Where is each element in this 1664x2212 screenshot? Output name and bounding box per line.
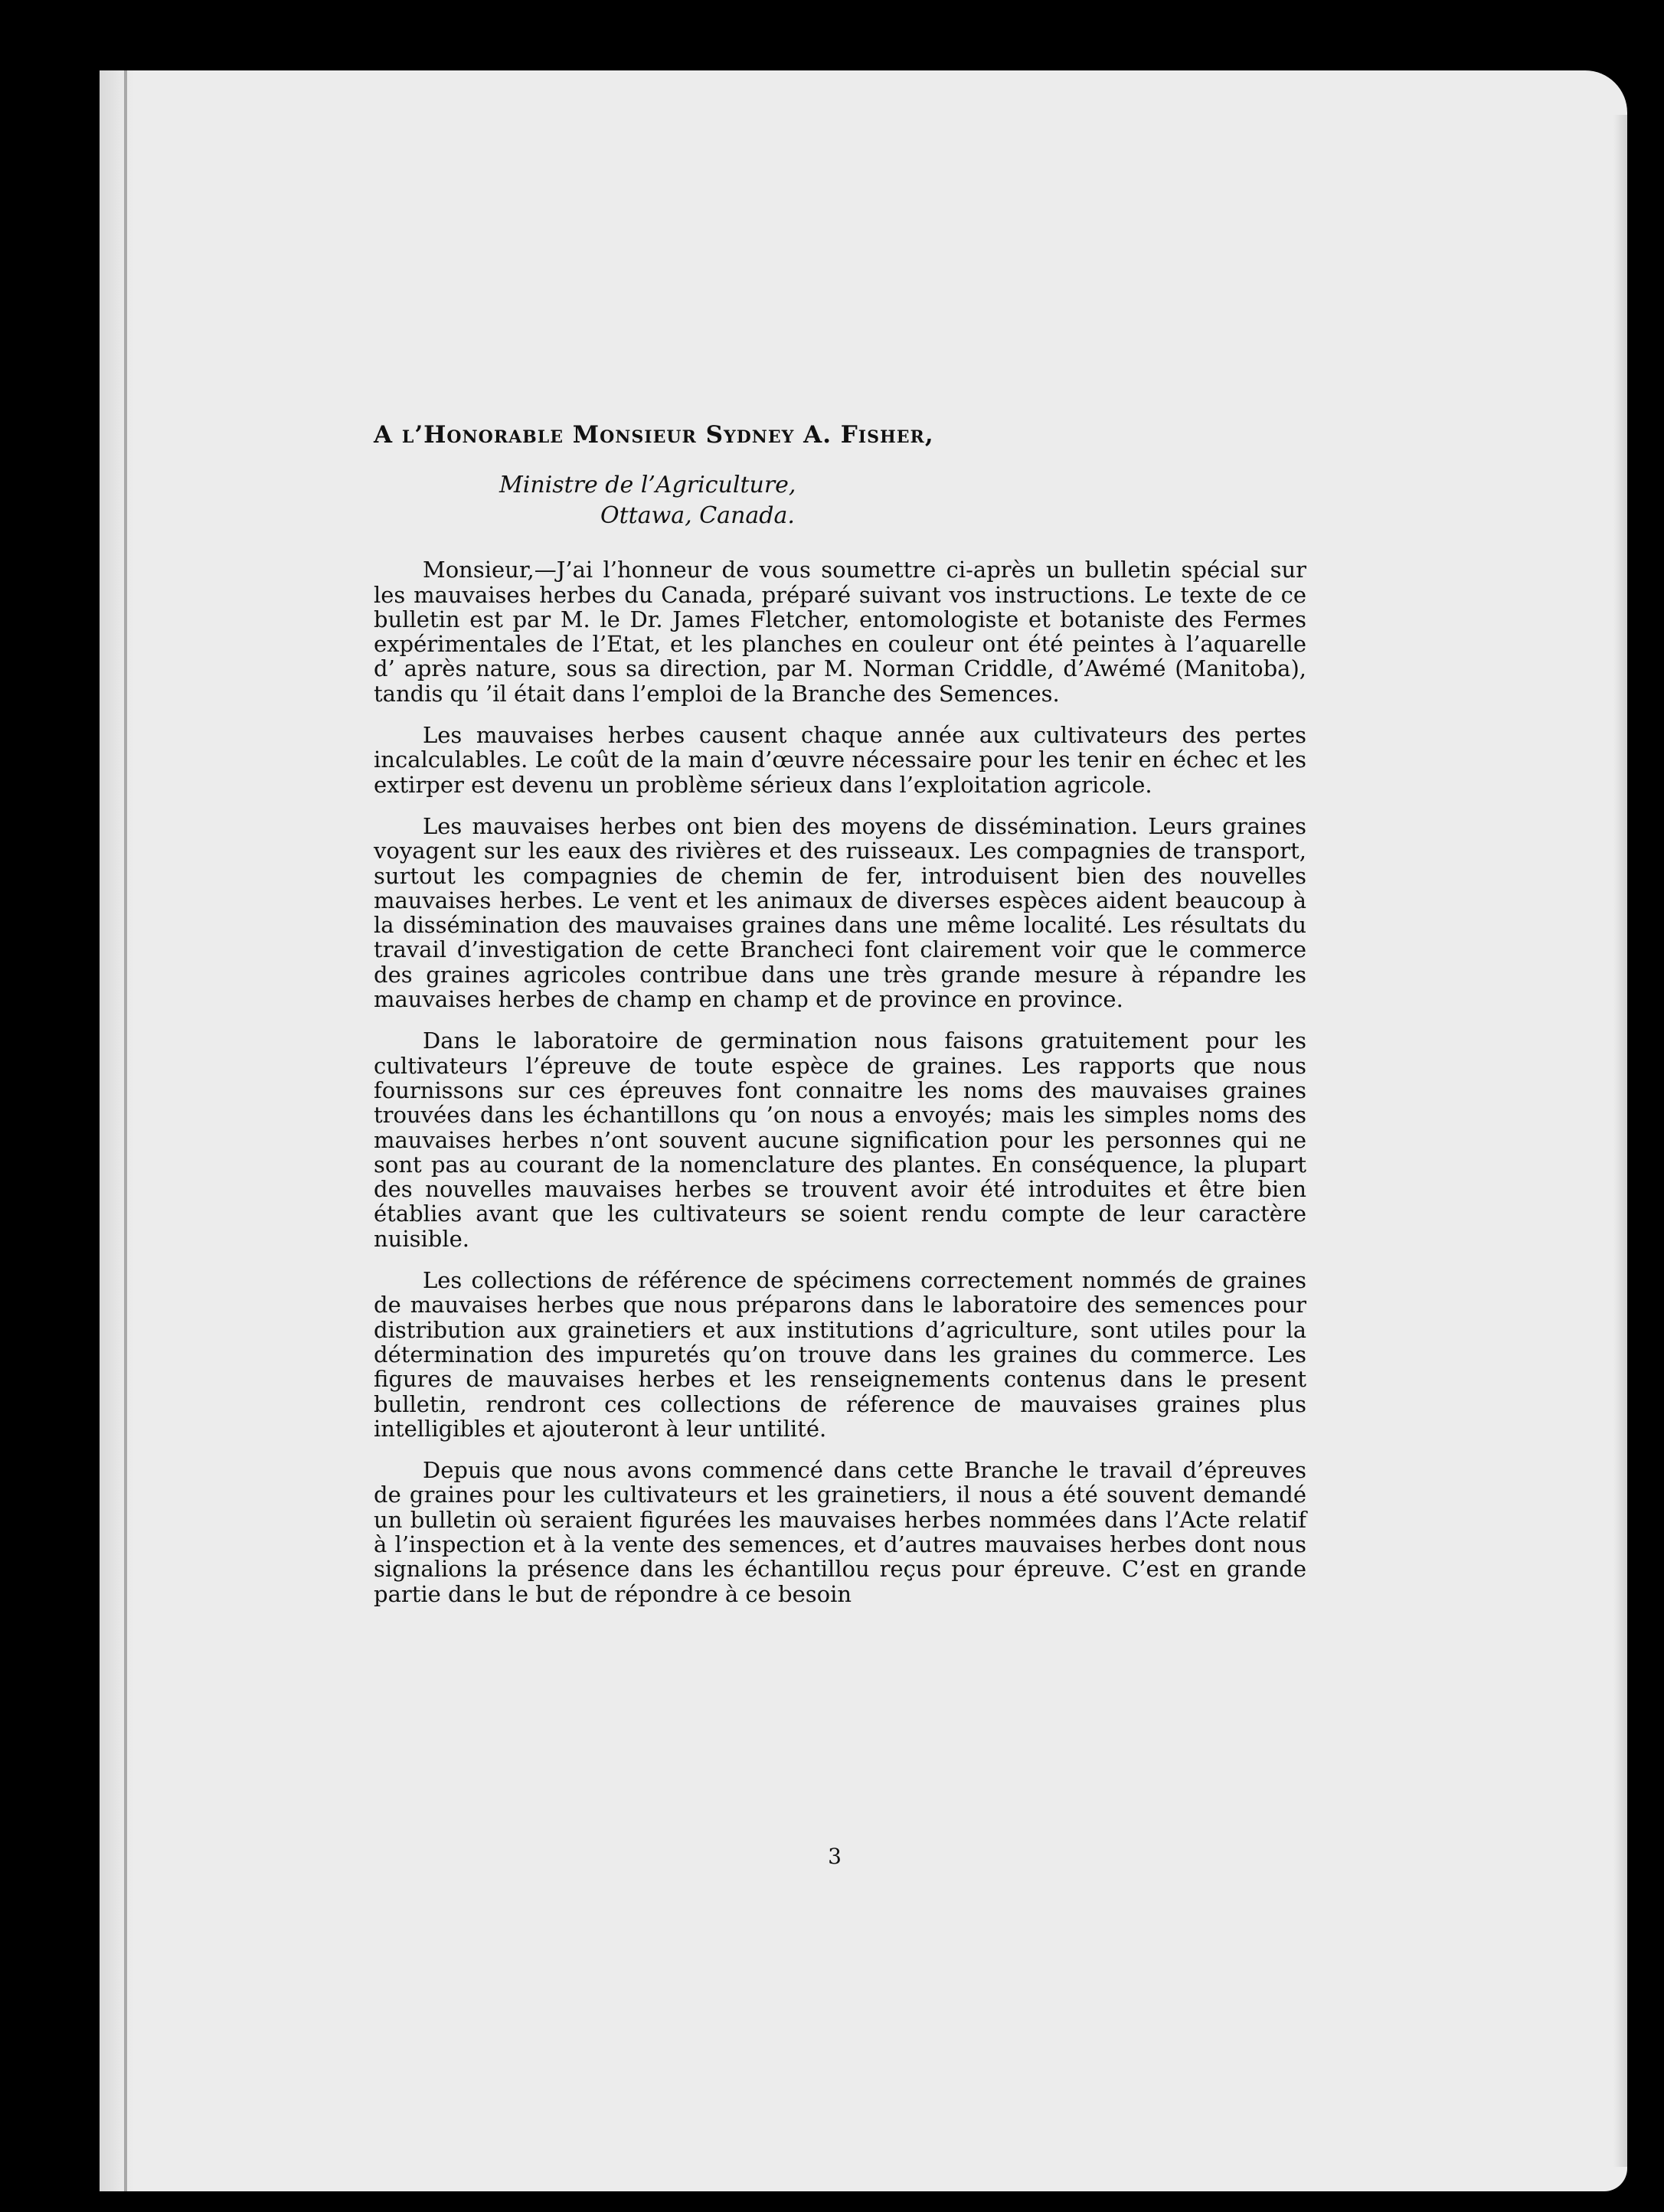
minister-location: Ottawa, Canada.: [600, 502, 795, 530]
paper-left-edge: [100, 70, 135, 2191]
addressee-line: A l’Honorable Monsieur Sydney A. Fisher,: [374, 421, 934, 449]
paragraph-3: Les mauvaises herbes ont bien des moyens de dissémination. Leurs graines voyagent sur les eaux des rivières et des ruisseaux. Les compagnies de transport, surtout les compagnies de chemin de fer, introduisent bien des nouvelles mauvaises herbes. Le vent et les animaux de diverses espèces aident beaucoup à la dissémination des mauvaises graines dans une même localité. Les résultats du travail d’investigation de cette Brancheci font clairement voir que le commerce des graines agricoles contribue dans une très grande mesure à répandre les mauvaises herbes de champ en champ et de province en province.: [374, 812, 1306, 1013]
page-number: 3: [828, 1844, 842, 1869]
binding-spine-line: [124, 70, 127, 2191]
paper-right-edge-shadow: [1613, 115, 1627, 2167]
paragraph-6: Depuis que nous avons commencé dans cette Branche le travail d’épreuves de graines pour les cultivateurs et les grainetiers, il nous a été souvent demandé un bulletin où seraient figurées les mauvaises herbes nommées dans l’Acte relatif à l’inspection et à la vente des semences, et d’autres mauvaises herbes dont nous signalions la présence dans les échantillou reçus pour épreuve. C’est en grande partie dans le but de répondre à ce besoin: [374, 1457, 1306, 1607]
paragraph-4: Dans le laboratoire de germination nous faisons gratuitement pour les cultivateurs l’épreuve de toute espèce de graines. Les rapports que nous fournissons sur ces épreuves font connaitre les noms des mauvaises graines trouvées dans les échantillons qu ’on nous a envoyés; mais les simples noms des mauvaises herbes n’ont souvent aucune signification pour les personnes qui ne sont pas au courant de la nomenclature des plantes. En conséquence, la plupart des nouvelles mauvaises herbes se trouvent avoir été introduites et être bien établies avant que les cultivateurs se soient rendu compte de leur caractère nuisible.: [374, 1028, 1306, 1252]
paragraph-5: Les collections de référence de spécimens correctement nommés de graines de mauvaises herbes que nous préparons dans le laboratoire des semences pour distribution aux grainetiers et aux institutions d’agriculture, sont utiles pour la détermination des impuretés qu’on trouve dans les graines du commerce. Les figures de mauvaises herbes et les renseignements contenus dans le present bulletin, rendront ces collections de réference de mauvaises graines plus intelligibles et ajouteront à leur untilité.: [374, 1267, 1306, 1442]
minister-title: Ministre de l’Agriculture,: [499, 472, 796, 499]
paragraph-1: Monsieur,—J’ai l’honneur de vous soumettre ci-après un bulletin spécial sur les mauvaises herbes du Canada, préparé suivant vos instructions. Le texte de ce bulletin est par M. le Dr. James Fletcher, entomologiste et botaniste des Fermes expérimentales de l’Etat, et les planches en couleur ont été peintes à l’aquarelle d’ après nature, sous sa direction, par M. Norman Criddle, d’Awémé (Manitoba), tandis qu ’il était dans l’emploi de la Branche des Semences.: [374, 557, 1306, 707]
letter-body: [374, 423, 1306, 1623]
paragraph-2: Les mauvaises herbes causent chaque année aux cultivateurs des pertes incalculables. Le coût de la main d’œuvre nécessaire pour les tenir en échec et les extirper est devenu un problème sérieux dans l’exploitation agricole.: [374, 722, 1306, 798]
